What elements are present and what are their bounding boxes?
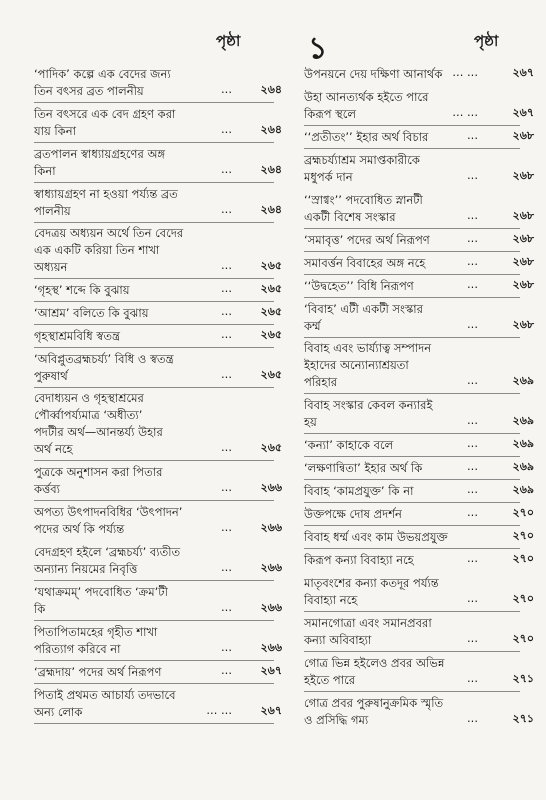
index-entry [304, 89, 534, 123]
dot-leader: ... ... [452, 65, 478, 79]
dot-leader: ... [467, 436, 478, 450]
index-entry [304, 695, 534, 729]
index-entry [34, 584, 282, 618]
dot-leader: ... [467, 413, 478, 427]
dot-leader: ... [221, 162, 232, 176]
dot-leader: ... [221, 663, 232, 677]
index-entry [34, 146, 282, 180]
index-entry-text: ‘‘প্রতীতং’’ ইহার অর্থ বিচার [304, 130, 429, 144]
index-entry [304, 655, 534, 689]
index-entry-text: উপনয়নে দেয় দক্ষিণা আনার্থক [304, 67, 443, 81]
index-entry-text: স্বাধ্যায়গ্রহণ না হওয়া পর্য্যন্ত ব্রত পালনীয় [34, 187, 178, 218]
dot-leader: ... [221, 440, 232, 454]
index-entry [304, 575, 534, 609]
index-entry [304, 128, 534, 146]
index-entry-text: ‘পাদিক’ কল্পে এক বেদের জন্য তিন বৎসর ব্রত পালনীয় [34, 67, 171, 98]
index-entry [34, 186, 282, 220]
dot-leader: ... ... [206, 703, 232, 717]
index-page-number: ২৬৯ [512, 414, 534, 427]
index-page-number: ২৬৯ [512, 374, 534, 387]
dot-leader: ... [467, 128, 478, 142]
index-entry-text: ‘ব্রহ্মদায়’ পদের অর্থ নিরূপণ [34, 665, 162, 679]
index-page-number: ২৬৮ [512, 255, 534, 268]
index-entry [304, 340, 534, 391]
index-entry [34, 281, 282, 299]
dot-leader: ... [467, 671, 478, 685]
index-entry [304, 436, 534, 454]
index-page-number: ২৬৭ [512, 106, 534, 119]
index-entry-text: অপত্য উৎপাদনবিধির ‘উৎপাদন’ পদের অর্থ কি পর্য্যন্ত [34, 505, 183, 536]
index-entry [304, 505, 534, 523]
index-page-number: ২৬৮ [512, 278, 534, 291]
dot-leader: ... [221, 82, 232, 96]
dot-leader: ... [221, 640, 232, 654]
index-page-number: ২৬৭ [260, 704, 282, 717]
dot-leader: ... [467, 277, 478, 291]
index-entry [34, 66, 282, 100]
index-entry-text: ‘বিবাহ’ এটী একটী সংস্কার কর্ম্ম [304, 302, 423, 333]
dot-leader: ... [467, 482, 478, 496]
dot-leader: ... [221, 560, 232, 574]
dot-leader: ... [467, 254, 478, 268]
index-entry-text: ‘যথাক্রমম্’ পদবোধিত ‘ক্রম’টী কি [34, 585, 168, 616]
index-entry [304, 397, 534, 431]
index-page-number: ২৬৮ [512, 318, 534, 331]
index-page-number: ২৬৫ [260, 305, 282, 318]
index-entry [304, 482, 534, 500]
index-entry [304, 254, 534, 272]
index-entry-text: বেদাধ্যয়ন ও গৃহস্থাশ্রমের পৌর্ব্বাপর্য্যমাত্র ‘অধীত্য’ পদটীর অর্থ—আনন্তর্য্য উহার অর্থ নহে [34, 391, 163, 456]
index-entry [34, 327, 282, 345]
dot-leader: ... [467, 168, 478, 182]
index-page-number: ২৬৪ [260, 83, 282, 96]
page-number: ১ [308, 31, 328, 66]
index-entry [34, 304, 282, 322]
dot-leader: ... [221, 480, 232, 494]
index-entry [304, 551, 534, 569]
index-page-number: ২৬৪ [260, 123, 282, 136]
index-page-number: ২৬৯ [512, 460, 534, 473]
index-entry-text: ‘সমাবৃত্ত’ পদের অর্থ নিরূপণ [304, 233, 430, 247]
dot-leader: ... [467, 711, 478, 725]
dot-leader: ... [467, 505, 478, 519]
index-entry-text: মাতৃবংশের কন্যা কতদূর পর্য্যন্ত বিবাহ্যা নহে [304, 576, 439, 607]
dot-leader: ... [467, 591, 478, 605]
index-entry [34, 390, 282, 458]
index-page-number: ২৬৮ [512, 209, 534, 222]
index-entry-text: কিরূপ কন্যা বিবাহ্যা নহে [304, 553, 414, 567]
dot-leader: ... [467, 631, 478, 645]
dot-leader: ... [467, 373, 478, 387]
index-entry [304, 277, 534, 295]
index-page-number: ২৬৯ [512, 437, 534, 450]
index-entry [34, 504, 282, 538]
dot-leader: ... [221, 304, 232, 318]
dot-leader: ... [467, 317, 478, 331]
index-entry-text: বেদত্রয় অধ্যয়ন অর্থে তিন বেদের এক একটি করিয়া তিন শাখা অধ্যয়ন [34, 226, 184, 274]
index-entry-text: গৃহস্থাশ্রমবিধি স্বতন্ত্র [34, 329, 120, 343]
dot-leader: ... [221, 520, 232, 534]
index-page-number: ২৭০ [512, 552, 534, 565]
index-page-number: ২৬৬ [260, 481, 282, 494]
index-entry-text: বিবাহ ‘কামপ্রযুক্ত’ কি না [304, 484, 414, 498]
index-page-number: ২৬৫ [260, 259, 282, 272]
index-entry-text: সমানগোত্রা এবং সমানপ্রবরা কন্যা অবিবাহ্যা [304, 616, 432, 647]
index-page-number: ২৭১ [512, 672, 534, 685]
index-page-number: ২৬৫ [260, 328, 282, 341]
index-page-number: ২৬৮ [512, 232, 534, 245]
index-page-number: ২৬৫ [260, 282, 282, 295]
index-page-number: ২৭০ [512, 632, 534, 645]
page-column-label-left: পৃষ্ঠা [216, 32, 241, 50]
index-entry-text: তিন বৎসরে এক বেদ গ্রহণ করা যায় কিনা [34, 107, 176, 138]
dot-leader: ... [467, 231, 478, 245]
index-entry [304, 615, 534, 649]
dot-leader: ... [221, 122, 232, 136]
index-entry [34, 464, 282, 498]
index-entry-text: উক্তপক্ষে দোষ প্রদর্শন [304, 507, 402, 521]
index-page-number: ২৬৬ [260, 641, 282, 654]
index-entry-text: ব্রতপালন স্বাধ্যায়গ্রহণের অঙ্গ কিনা [34, 147, 166, 178]
index-entry [34, 225, 282, 276]
index-entry [304, 231, 534, 249]
index-column-left [34, 66, 282, 721]
index-entry [304, 65, 534, 83]
dot-leader: ... [221, 327, 232, 341]
dot-leader: ... [221, 281, 232, 295]
index-entry-text: ‘কন্যা’ কাহাকে বলে [304, 438, 394, 452]
index-page-number: ২৬৬ [260, 521, 282, 534]
index-page-number: ২৬৫ [260, 368, 282, 381]
index-page-number: ২৭০ [512, 592, 534, 605]
index-entry-text: উহা আনত্যর্থক হইতে পারে কিরূপ স্থলে [304, 90, 429, 121]
index-page-number: ২৭০ [512, 506, 534, 519]
index-entry-text: ‘লক্ষণান্বিতা’ ইহার অর্থ কি [304, 461, 423, 475]
index-entry-text: ‘‘উদ্বহেত’’ বিধি নিরূপণ [304, 279, 414, 293]
index-entry [34, 351, 282, 385]
dot-leader: ... [467, 551, 478, 565]
index-entry [304, 152, 534, 186]
index-entry [34, 544, 282, 578]
index-entry [34, 106, 282, 140]
dot-leader: ... [467, 459, 478, 473]
index-entry-text: সমাবর্ত্তন বিবাহের অঙ্গ নহে [304, 256, 426, 270]
index-entry [34, 687, 282, 721]
dot-leader: ... ... [452, 105, 478, 119]
index-page-number: ২৭০ [512, 529, 534, 542]
index-entry-text: ‘‘স্রাগ্বং’’ পদবোধিত স্নানটী একটী বিশেষ সংস্কার [304, 193, 423, 224]
index-entry [304, 529, 534, 546]
index-entry [34, 663, 282, 681]
index-page-number: ২৬৭ [512, 66, 534, 79]
index-entry-text: পিতাই প্রথমত আচার্য্য তদভাবে অন্য লোক [34, 688, 176, 719]
index-entry-text: বিবাহ সংস্কার কেবল কন্যারই হয় [304, 398, 433, 429]
index-entry [304, 301, 534, 335]
page-column-label-right: পৃষ্ঠা [474, 32, 499, 50]
index-page-number: ২৭১ [512, 712, 534, 725]
index-page-number: ২৬৪ [260, 163, 282, 176]
index-entry-text: ‘আশ্রম’ বলিতে কি বুঝায় [34, 306, 149, 320]
dot-leader: ... [221, 258, 232, 272]
dot-leader: ... [221, 367, 232, 381]
index-entry [304, 192, 534, 226]
index-page-number: ২৬৮ [512, 169, 534, 182]
index-entry-text: পুত্রকে অনুশাসন করা পিতার কর্ত্তব্য [34, 465, 163, 496]
index-page-number: ২৬৪ [260, 203, 282, 216]
index-column-right [304, 65, 534, 729]
dot-leader: ... [221, 600, 232, 614]
index-entry-text: বেদগ্রহণ হইলে ‘ব্রহ্মচর্য্য’ ব্যতীত অন্যান্য নিয়মের নিবৃত্তি [34, 545, 181, 576]
index-page-number: ২৬৬ [260, 601, 282, 614]
index-entry-text: ‘অবিপ্লুতব্রহ্মচর্য্য’ বিধি ও স্বতন্ত্র পুরুষার্থ [34, 352, 174, 383]
index-page-number: ২৬৯ [512, 483, 534, 496]
index-entry-text: গোত্র প্রবর পুরুষানুক্রমিক স্মৃতি ও প্রসিদ্ধি গম্য [304, 696, 444, 727]
index-page-number: ২৬৫ [260, 441, 282, 454]
index-entry [34, 624, 282, 658]
index-entry-text: ‘গৃহস্থ’ শব্দে কি বুঝায় [34, 283, 130, 297]
dot-leader: ... [221, 202, 232, 216]
index-page-number: ২৬৮ [512, 129, 534, 142]
index-entry-text: ব্রহ্মচর্য্যাশ্রম সমাপ্তকারীকে মধুপর্ক দান [304, 153, 420, 184]
index-entry-text: বিবাহ ধর্ম্ম এবং কাম উভয়প্রযুক্ত [304, 530, 448, 544]
index-entry-text: পিতাপিতামহের গৃহীত শাখা পরিত্যাগ করিবে না [34, 625, 158, 656]
index-page-number: ২৬৬ [260, 561, 282, 574]
index-entry-text: বিবাহ এবং ভার্য্যাত্ব সম্পাদন ইহাদের অন্যোন্যাশ্রয়তা পরিহার [304, 341, 432, 389]
index-entry [304, 459, 534, 477]
index-page-number: ২৬৭ [260, 664, 282, 677]
index-entry-text: গোত্র ভিন্ন হইলেও প্রবর অভিন্ন হইতে পারে [304, 656, 445, 687]
dot-leader: ... [467, 208, 478, 222]
